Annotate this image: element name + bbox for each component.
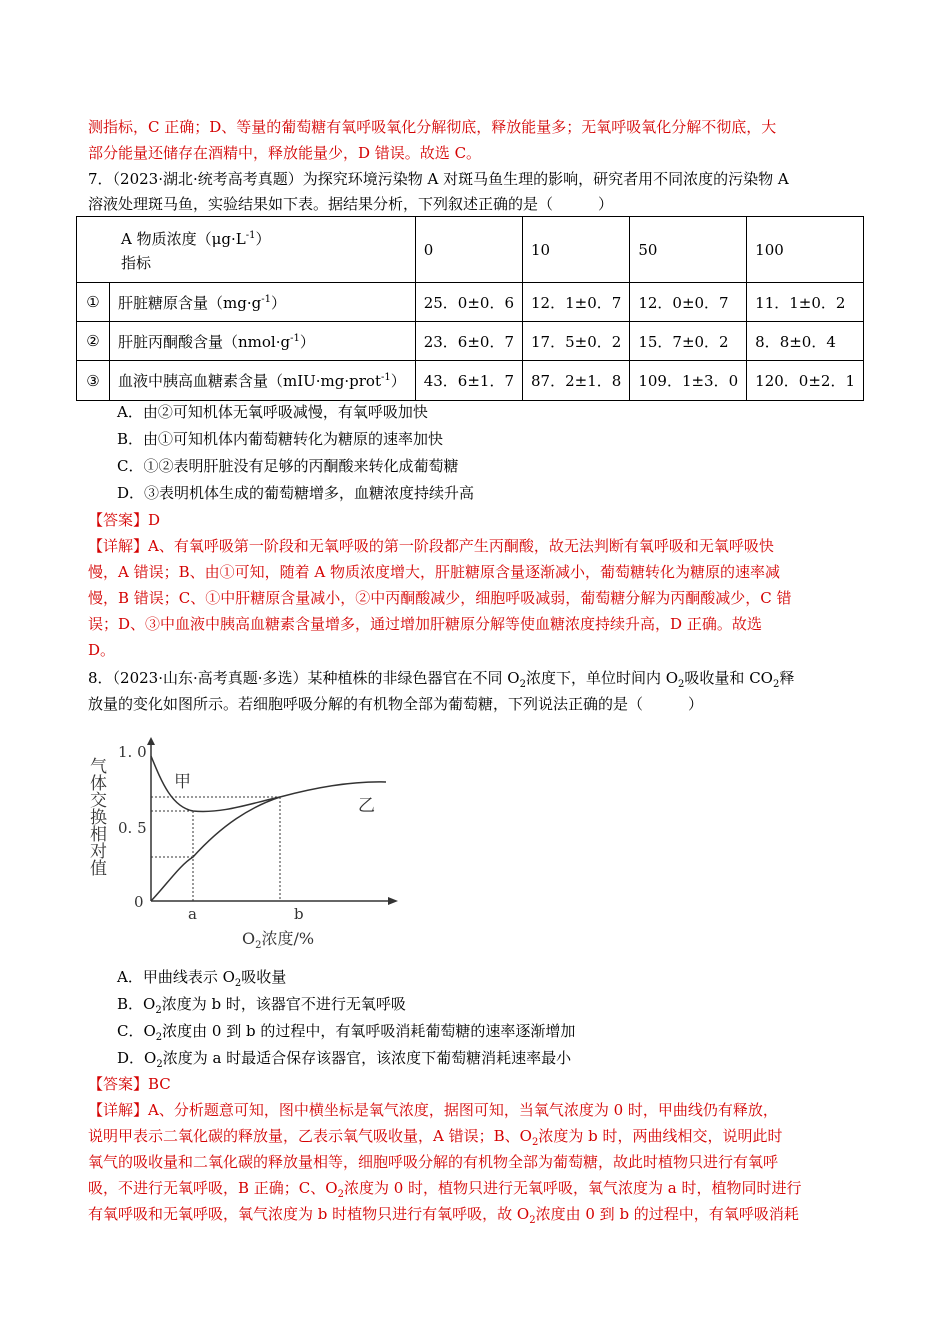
row-number: ②	[77, 322, 110, 361]
table-cell: 43．6±1．7	[415, 361, 522, 401]
x-axis-arrow-icon	[388, 897, 398, 905]
q7-answer: 【答案】D	[88, 511, 161, 529]
x-tick-label: a	[188, 905, 197, 923]
table-row	[77, 283, 864, 322]
intro-line-2: 部分能量还储存在酒精中，释放能量少，D 错误。故选 C。	[88, 144, 482, 162]
q7-option-c: C．①②表明肝脏没有足够的丙酮酸来转化成葡萄糖	[117, 457, 459, 475]
q7-stem-line-1: 7．（2023·湖北·统考高考真题）为探究环境污染物 A 对斑马鱼生理的影响，研究者用不同浓度的污染物 A	[88, 170, 789, 188]
curve-jia	[151, 756, 280, 812]
table-cell: 11．1±0．2	[747, 283, 864, 322]
q8-option-b: B．$O_2$浓度为 b 时，该器官不进行无氧呼吸	[117, 995, 406, 1016]
q8-option-d: D．$O_2$浓度为 a 时最适合保存该器官，该浓度下葡萄糖消耗速率最小	[117, 1049, 572, 1070]
q7-option-b: B．由①可知机体内葡萄糖转化为糖原的速率加快	[117, 430, 444, 448]
table-header-row	[77, 217, 864, 283]
table-cell: 12．1±0．7	[523, 283, 630, 322]
q8-option-c: C．$O_2$浓度由 0 到 b 的过程中，有氧呼吸消耗葡萄糖的速率逐渐增加	[117, 1022, 576, 1043]
table-cell: 15．7±0．2	[630, 322, 747, 361]
q7-data-table	[76, 216, 864, 401]
table-cell: 109．1±3．0	[630, 361, 747, 401]
header-conc-label: A 物质浓度$(\mu g\cdot L^{-1})$	[121, 230, 271, 248]
table-row	[77, 322, 864, 361]
table-cell: 25．0±0．6	[415, 283, 522, 322]
y-axis-arrow-icon	[147, 737, 155, 745]
table-cell: 12．0±0．7	[630, 283, 747, 322]
y-axis-label: 气体交换相对值	[86, 757, 106, 876]
y-tick-label: 0	[134, 893, 144, 911]
q7-option-a: A．由②可知机体无氧呼吸减慢，有氧呼吸加快	[117, 403, 428, 421]
q7-stem-line-2: 溶液处理斑马鱼，实验结果如下表。据结果分析，下列叙述正确的是（ ）	[88, 195, 614, 213]
conc-header: 0	[415, 217, 522, 283]
q8-detail-line-3: 氧气的吸收量和二氧化碳的释放量相等，细胞呼吸分解的有机物全部为葡萄糖，故此时植物只进行有氧呼	[88, 1153, 779, 1171]
conc-header: 10	[523, 217, 630, 283]
header-index-label: 指标	[121, 254, 152, 272]
q8-option-a: A．甲曲线表示 $O_2$吸收量	[117, 968, 287, 989]
conc-header: 50	[630, 217, 747, 283]
row-label: 肝脏糖原含量$(mg\cdot g^{-1})$	[110, 283, 416, 322]
q8-stem-line-1: 8．（2023·山东·高考真题·多选）某种植株的非绿色器官在不同 $O_2$浓度下，单位时间内 $O_2$吸收量和 $CO_2$释	[88, 669, 795, 690]
q7-detail-line-2: 慢，A 错误；B、由①可知，随着 A 物质浓度增大，肝脏糖原含量逐渐减小，葡萄糖转化为糖原的速率减	[88, 563, 780, 581]
gas-exchange-chart	[82, 735, 412, 950]
row-label: 肝脏丙酮酸含量$(nmol\cdot g^{-1})$	[110, 322, 416, 361]
row-label: 血液中胰高血糖素含量（mIU·mg·prot$^{-1}$）	[110, 361, 416, 401]
q7-detail-line-5: D。	[88, 641, 116, 659]
q7-detail-line-1: 【详解】A、有氧呼吸第一阶段和无氧呼吸的第一阶段都产生丙酮酸，故无法判断有氧呼吸和无氧呼吸快	[88, 537, 774, 555]
series-label-jia: 甲	[174, 772, 191, 792]
q7-detail-line-4: 误；D、③中血液中胰高血糖素含量增多，通过增加肝糖原分解等使血糖浓度持续升高，D 正确。故选	[88, 615, 762, 633]
x-axis-label: $O_2$浓度/%	[242, 929, 315, 950]
y-tick-label: 1. 0	[118, 743, 147, 761]
q7-detail-line-3: 慢，B 错误；C、①中肝糖原含量减小，②中丙酮酸减少，细胞呼吸减弱，葡萄糖分解为丙酮酸减少，C 错	[88, 589, 792, 607]
q7-option-d: D．③表明机体生成的葡萄糖增多，血糖浓度持续升高	[117, 484, 475, 502]
q8-detail-line-4: 吸，不进行无氧呼吸，B 正确；C、$O_2$浓度为 0 时，植物只进行无氧呼吸，氧气浓度为 a 时，植物同时进行	[88, 1179, 802, 1200]
q8-stem-line-2: 放量的变化如图所示。若细胞呼吸分解的有机物全部为葡萄糖，下列说法正确的是（ ）	[88, 695, 704, 713]
x-tick-label: b	[294, 905, 304, 923]
header-conc-index-cell	[77, 217, 416, 283]
conc-header: 100	[747, 217, 864, 283]
table-cell: 8．8±0．4	[747, 322, 864, 361]
q8-detail-line-1: 【详解】A、分析题意可知，图中横坐标是氧气浓度，据图可知，当氧气浓度为 0 时，甲曲线仍有释放，	[88, 1101, 778, 1119]
table-cell: 23．6±0．7	[415, 322, 522, 361]
q8-detail-line-5: 有氧呼吸和无氧呼吸，氧气浓度为 b 时植物只进行有氧呼吸，故 $O_2$浓度由 0 到 b 的过程中，有氧呼吸消耗	[88, 1205, 799, 1226]
table-row	[77, 361, 864, 401]
table-cell: 87．2±1．8	[523, 361, 630, 401]
row-number: ③	[77, 361, 110, 401]
y-tick-label: 0. 5	[118, 819, 147, 837]
table-cell: 120．0±2．1	[747, 361, 864, 401]
series-label-yi: 乙	[358, 796, 375, 816]
table-cell: 17．5±0．2	[523, 322, 630, 361]
row-number: ①	[77, 283, 110, 322]
q8-detail-line-2: 说明甲表示二氧化碳的释放量，乙表示氧气吸收量，A 错误；B、$O_2$浓度为 b 时，两曲线相交，说明此时	[88, 1127, 783, 1148]
q8-answer: 【答案】BC	[88, 1075, 171, 1093]
intro-line-1: 测指标，C 正确；D、等量的葡萄糖有氧呼吸氧化分解彻底，释放能量多；无氧呼吸氧化分解不彻底，大	[88, 118, 777, 136]
